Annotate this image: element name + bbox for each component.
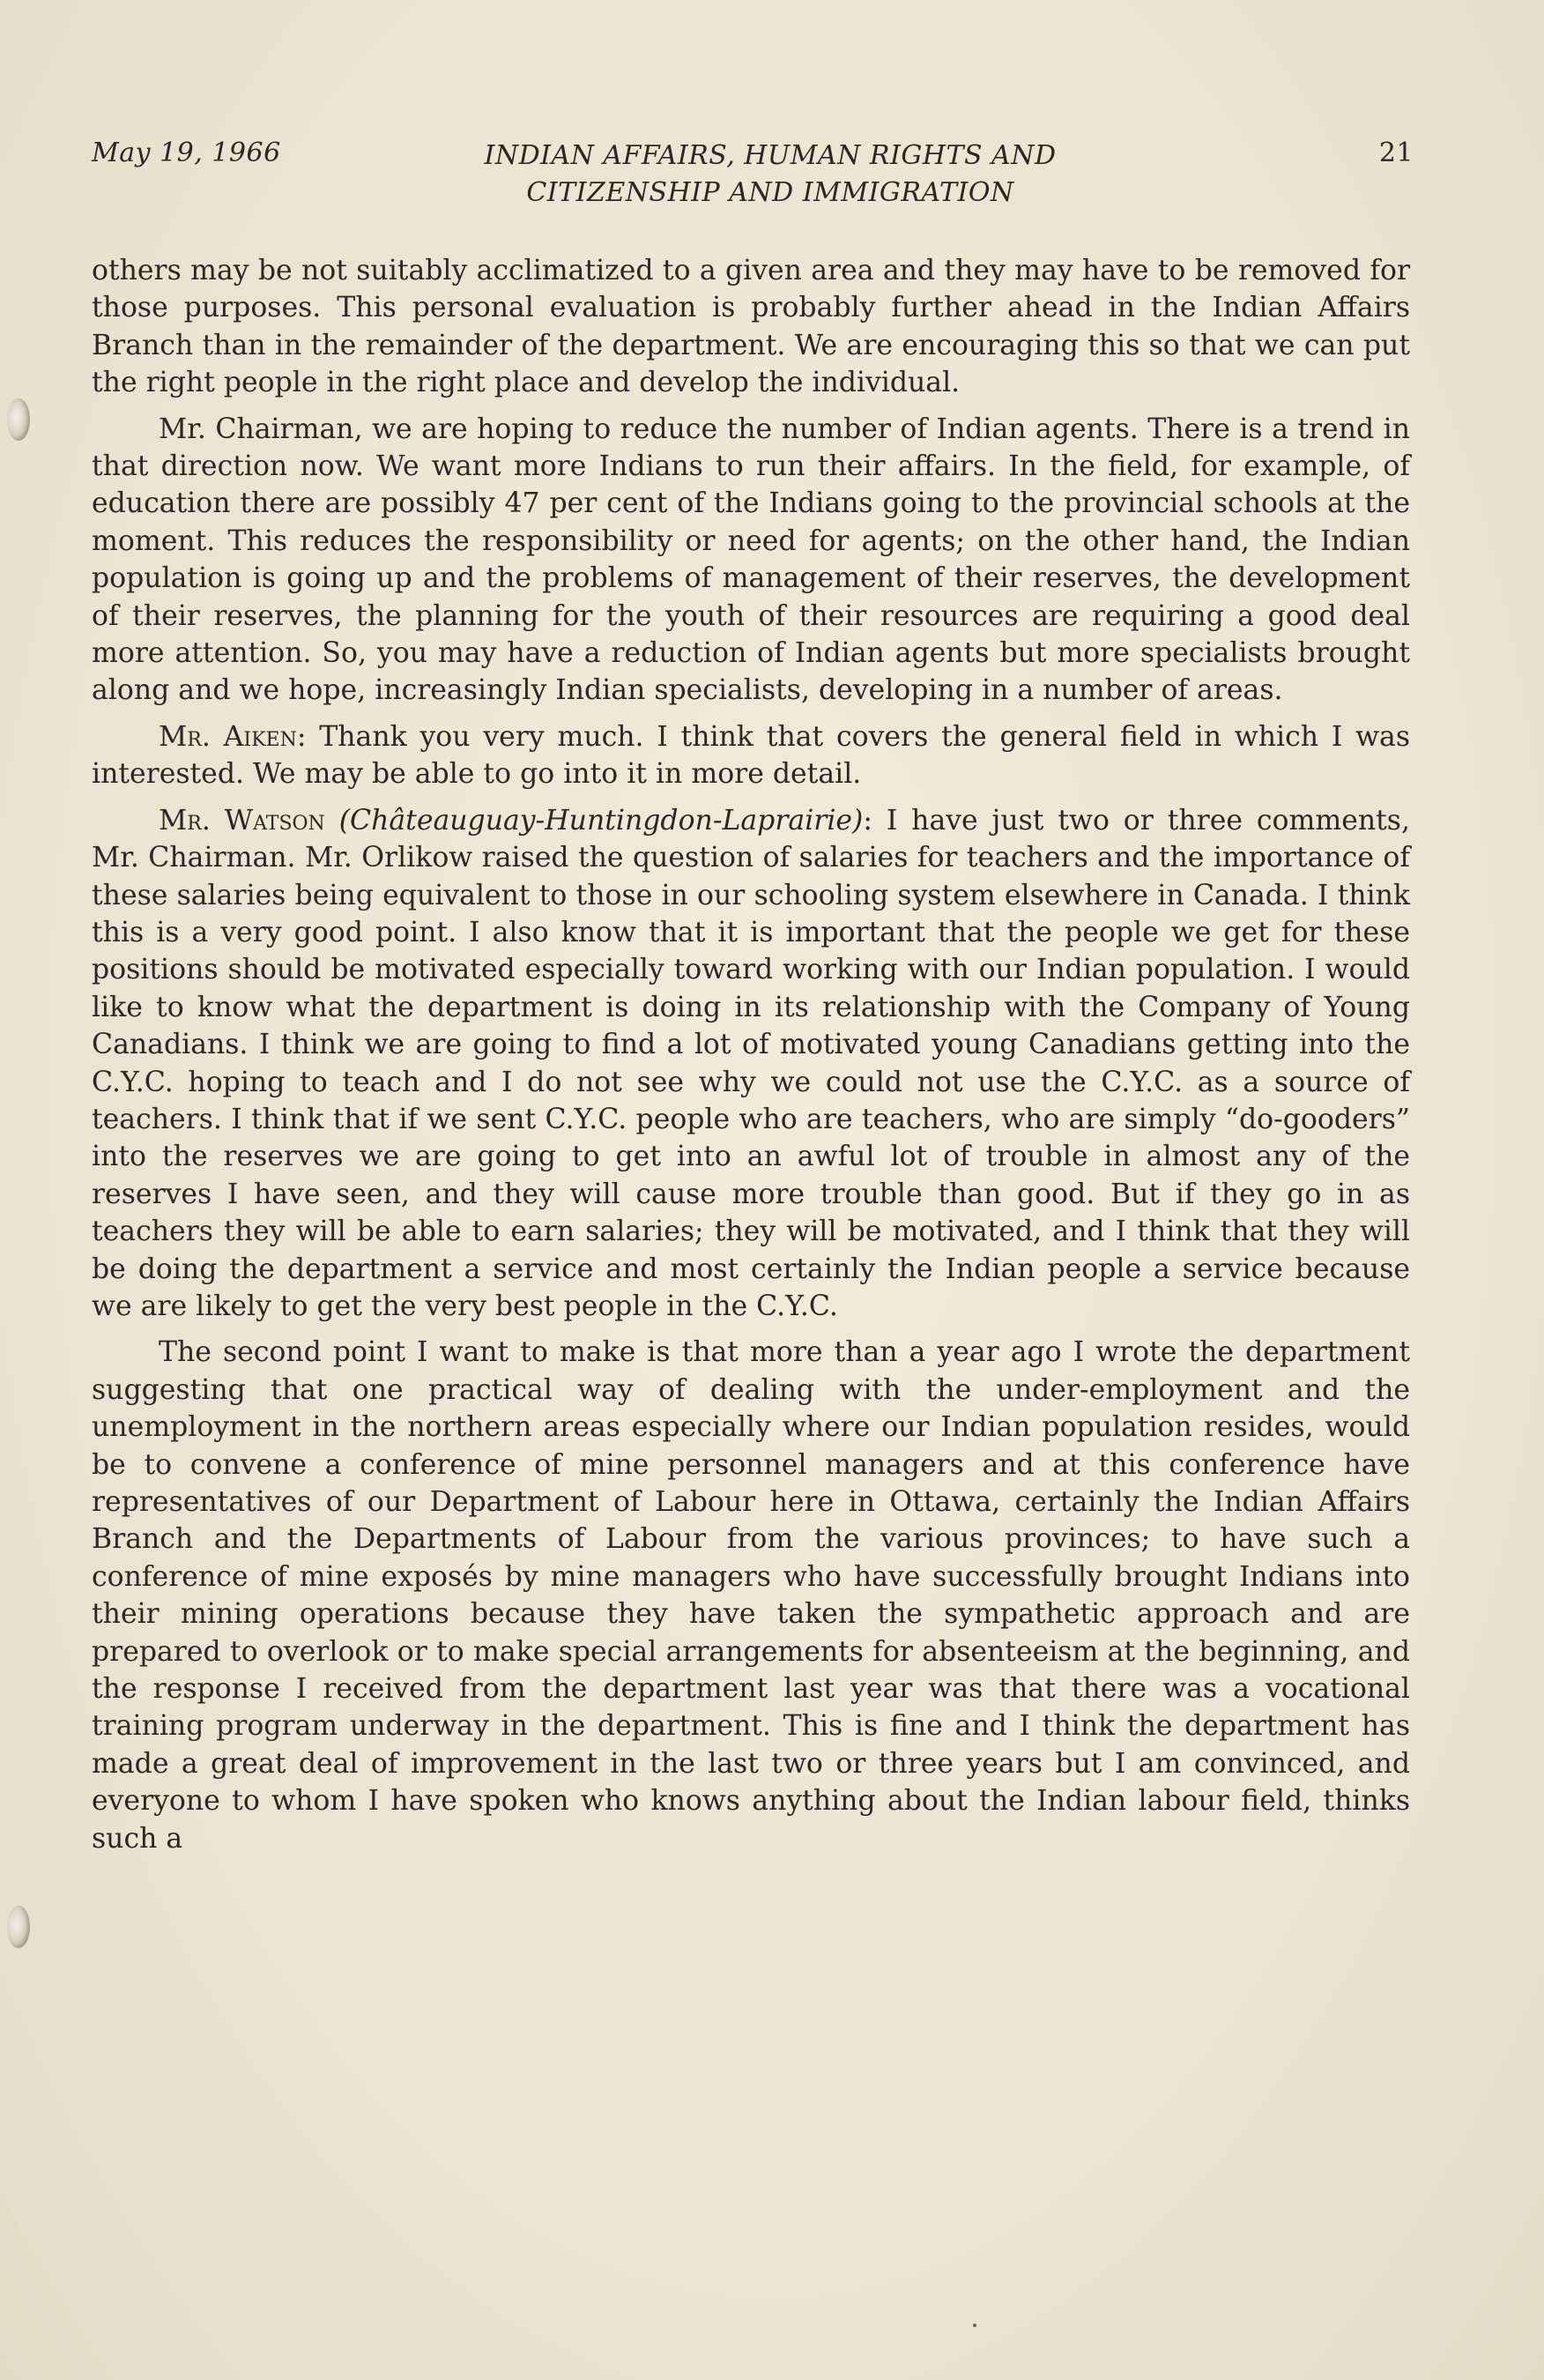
header-date: May 19, 1966 xyxy=(92,138,281,168)
header-title-line-1: INDIAN AFFAIRS, HUMAN RIGHTS AND xyxy=(484,140,1057,171)
speaker-riding: (Châteauguay-Huntingdon-Laprairie) xyxy=(338,804,864,837)
header-title-line-2: CITIZENSHIP AND IMMIGRATION xyxy=(526,177,1014,208)
paragraph-1: others may be not suitably acclimatized to a given area and they may have to be removed for those purposes. This personal evaluation is probably further ahead in the Indian Affairs Branch than in the remainder of the department. We are encouraging this so that we can put the right people in the right place and develop the individual. xyxy=(92,255,1410,399)
speech-text: Thank you very much. I think that covers the general field in which I was interested. We may be able to go into it in more detail. xyxy=(92,720,1410,791)
header-title xyxy=(409,138,1132,212)
page-number: 21 xyxy=(1378,138,1414,168)
paragraph-3 xyxy=(92,718,1410,793)
running-header xyxy=(92,134,1414,213)
speaker-name: Mr. Aiken: xyxy=(159,720,307,753)
paragraph-5: The second point I want to make is that more than a year ago I wrote the department suggesting that one practical way of dealing with the under-employment and the unemployment in the northern areas especially where our Indian population resides, would be to convene a conference of mine personnel managers and at this conference have representatives of our Department of Labour here in Ottawa, certainly the Indian Affairs Branch and the Departments of Labour from the various provinces; to have such a conference of mine exposés by mine managers who have successfully brought Indians into their mining operations because they have taken the sympathetic approach and are prepared to overlook or to make special arrangements for absenteeism at the beginning, and the response I received from the department last year was that there was a vocational training program underway in the department. This is fine and I think the department has made a great deal of improvement in the last two or three years but I am convinced, and everyone to whom I have spoken who knows anything about the Indian labour field, thinks such a xyxy=(92,1336,1410,1855)
paragraph-4 xyxy=(92,802,1410,1326)
paragraph-2: Mr. Chairman, we are hoping to reduce the number of Indian agents. There is a trend in that direction now. We want more Indians to run their affairs. In the field, for example, of education there are possibly 47 per cent of the Indians going to the provincial schools at the moment. This reduces the responsibility or need for agents; on the other hand, the Indian population is going up and the problems of management of their reserves, the development of their reserves, the planning for the youth of their resources are requiring a good deal more attention. So, you may have a reduction of Indian agents but more specialists brought along and we hope, increasingly Indian specialists, developing in a number of areas. xyxy=(92,413,1410,707)
speck xyxy=(973,2324,976,2327)
body-text xyxy=(92,252,1410,1866)
binding-hole-bottom xyxy=(7,1906,30,1948)
speaker-name: Mr. Watson xyxy=(159,804,325,837)
speech-text: : I have just two or three comments, Mr. Chairman. Mr. Orlikow raised the question of salaries for teachers and the importance of these salaries being equivalent to those in our schooling system elsewhere in Canada. I think this is a very good point. I also know that it is important that the people we get for these positions should be motivated especially toward working with our Indian population. I would like to know what the department is doing in its relationship with the Company of Young Canadians. I think we are going to find a lot of motivated young Canadians getting into the C.Y.C. hoping to teach and I do not see why we could not use the C.Y.C. as a source of teachers. I think that if we sent C.Y.C. people who are teachers, who are simply “do-gooders” into the reserves we are going to get into an awful lot of trouble in almost any of the reserves I have seen, and they will cause more trouble than good. But if they go in as teachers they will be able to earn salaries; they will be motivated, and I think that they will be doing the department a service and most certainly the Indian people a service because we are likely to get the very best people in the C.Y.C. xyxy=(92,804,1410,1322)
binding-hole-top xyxy=(7,398,30,441)
